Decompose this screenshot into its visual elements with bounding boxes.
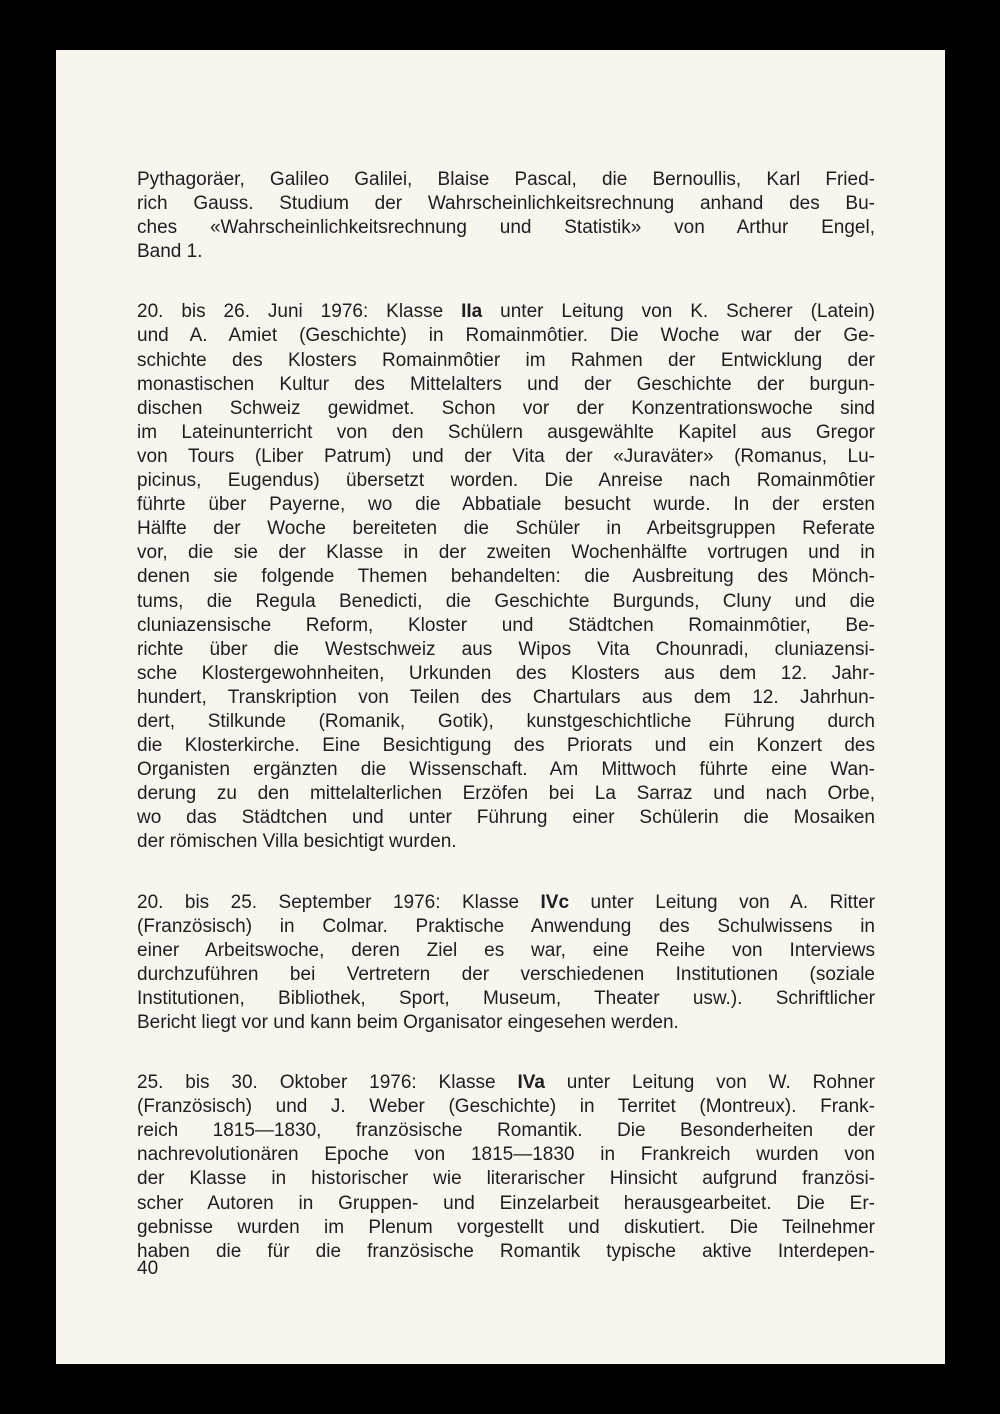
- text-line: Pythagoräer, Galileo Galilei, Blaise Pascal, die Bernoullis, Karl Fried-: [137, 169, 875, 190]
- class-name: IIa: [461, 301, 483, 323]
- text-line: derung zu den mittelalterlichen Erzöfen bei La Sarraz und nach Orbe,: [137, 783, 875, 805]
- text-line: führte über Payerne, wo die Abbatiale besucht wurde. In der ersten: [137, 494, 875, 516]
- text-line: gebnisse wurden im Plenum vorgestellt und diskutiert. Die Teilnehmer: [137, 1216, 875, 1238]
- text-line: Bericht liegt vor und kann beim Organisator eingesehen werden.: [137, 1012, 679, 1033]
- paragraph: [137, 300, 875, 854]
- paragraph: [137, 1071, 875, 1264]
- text-line: dert, Stilkunde (Romanik, Gotik), kunstgeschichtliche Führung durch: [137, 710, 875, 732]
- text-line: wo das Städtchen und unter Führung einer Schülerin die Mosaiken: [137, 807, 875, 829]
- text-line: scher Autoren in Gruppen- und Einzelarbeit herausgearbeitet. Die Er-: [137, 1192, 875, 1214]
- text-line: der römischen Villa besichtigt wurden.: [137, 831, 457, 853]
- text-line: richte über die Westschweiz aus Wipos Vita Chounradi, cluniazensi-: [137, 638, 875, 660]
- text-line: nachrevolutionären Epoche von 1815—1830 in Frankreich wurden von: [137, 1144, 875, 1166]
- text-line: 25. bis 30. Oktober 1976: Klasse IVa unter Leitung von W. Rohner: [137, 1072, 875, 1094]
- text-line: (Französisch) und J. Weber (Geschichte) in Territet (Montreux). Frank-: [137, 1096, 875, 1118]
- text-line: Institutionen, Bibliothek, Sport, Museum, Theater usw.). Schriftlicher: [137, 987, 875, 1009]
- text-line: einer Arbeitswoche, deren Ziel es war, eine Reihe von Interviews: [137, 939, 875, 961]
- text-line: rich Gauss. Studium der Wahrscheinlichkeitsrechnung anhand des Bu-: [137, 193, 875, 215]
- document-page: [56, 50, 945, 1364]
- text-line: cluniazensische Reform, Kloster und Städtchen Romainmôtier, Be-: [137, 614, 875, 636]
- text-line: vor, die sie der Klasse in der zweiten Wochenhälfte vortrugen und in: [137, 542, 875, 564]
- text-line: (Französisch) in Colmar. Praktische Anwendung des Schulwissens in: [137, 915, 875, 937]
- text-line: haben die für die französische Romantik typische aktive Interdepen-: [137, 1240, 875, 1262]
- paragraph: [137, 891, 875, 1036]
- text-line: denen sie folgende Themen behandelten: die Ausbreitung des Mönch-: [137, 566, 875, 588]
- text-line: die Klosterkirche. Eine Besichtigung des Priorats und ein Konzert des: [137, 735, 875, 757]
- text-line: monastischen Kultur des Mittelalters und der Geschichte der burgun-: [137, 373, 875, 395]
- text-line: Hälfte der Woche bereiteten die Schüler in Arbeitsgruppen Referate: [137, 518, 875, 540]
- class-name: IVc: [540, 891, 570, 913]
- text-line: durchzuführen bei Vertretern der verschiedenen Institutionen (soziale: [137, 963, 875, 985]
- text-line: von Tours (Liber Patrum) und der Vita der «Juraväter» (Romanus, Lu-: [137, 445, 875, 467]
- text-line: reich 1815—1830, französische Romantik. Die Besonderheiten der: [137, 1120, 875, 1142]
- text-line: 20. bis 26. Juni 1976: Klasse IIa unter Leitung von K. Scherer (Latein): [137, 301, 875, 323]
- page-number: 40: [137, 1258, 159, 1279]
- text-line: Band 1.: [137, 241, 203, 263]
- text-line: Organisten ergänzten die Wissenschaft. Am Mittwoch führte eine Wan-: [137, 759, 875, 781]
- text-line: schichte des Klosters Romainmôtier im Rahmen der Entwicklung der: [137, 349, 875, 371]
- text-line: dischen Schweiz gewidmet. Schon vor der Konzentrationswoche sind: [137, 397, 875, 419]
- text-line: 20. bis 25. September 1976: Klasse IVc unter Leitung von A. Ritter: [137, 891, 875, 913]
- text-line: sche Klostergewohnheiten, Urkunden des Klosters aus dem 12. Jahr-: [137, 662, 875, 684]
- text-line: im Lateinunterricht von den Schülern ausgewählte Kapitel aus Gregor: [137, 421, 875, 443]
- body-text: [137, 168, 875, 1300]
- text-line: tums, die Regula Benedicti, die Geschichte Burgunds, Cluny und die: [137, 590, 875, 612]
- class-name: IVa: [517, 1072, 545, 1094]
- paragraph: [137, 168, 875, 264]
- text-line: picinus, Eugendus) übersetzt worden. Die Anreise nach Romainmôtier: [137, 470, 875, 492]
- text-line: und A. Amiet (Geschichte) in Romainmôtier. Die Woche war der Ge-: [137, 325, 875, 347]
- text-line: ches «Wahrscheinlichkeitsrechnung und Statistik» von Arthur Engel,: [137, 217, 875, 239]
- text-line: der Klasse in historischer wie literarischer Hinsicht aufgrund französi-: [137, 1168, 875, 1190]
- text-line: hundert, Transkription von Teilen des Chartulars aus dem 12. Jahrhun-: [137, 686, 875, 708]
